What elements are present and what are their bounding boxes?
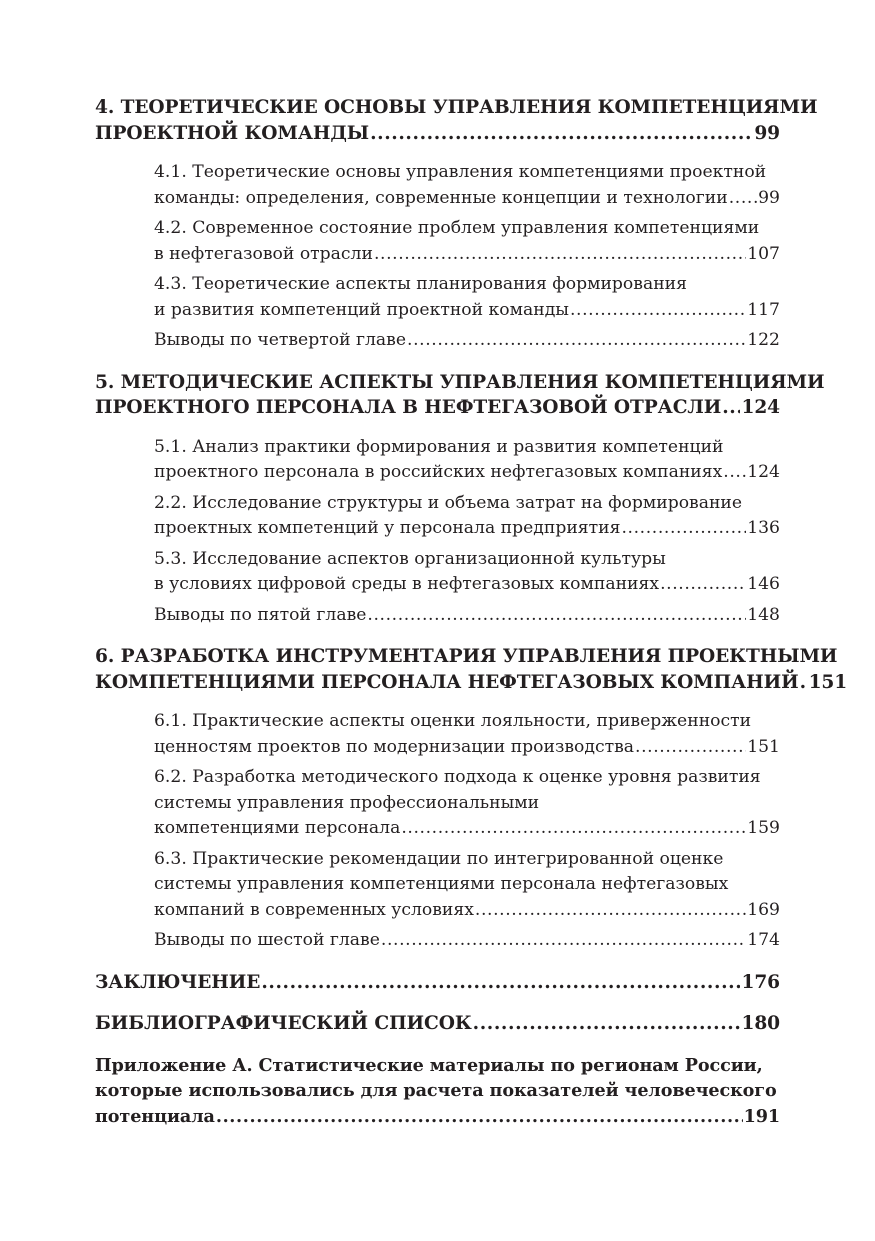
chapter-title: 6. РАЗРАБОТКА ИНСТРУМЕНТАРИЯ УПРАВЛЕНИЯ ПРОЕКТНЫМИ	[95, 646, 838, 667]
section-title: 6.2. Разработка методического подхода к оценке уровня развития	[154, 767, 761, 787]
chapter-title: 5. МЕТОДИЧЕСКИЕ АСПЕКТЫ УПРАВЛЕНИЯ КОМПЕТЕНЦИЯМИ	[95, 371, 825, 393]
toc-section-5-3[interactable]	[95, 547, 780, 598]
page-number: 159	[747, 818, 780, 838]
dot-leader	[635, 735, 746, 761]
page-number: 99	[758, 187, 780, 208]
dot-leader	[407, 328, 746, 354]
section-title: 4.2. Современное состояние проблем управления компетенциями	[154, 218, 760, 238]
toc-section-5-conclusions[interactable]	[95, 603, 780, 629]
section-title: Выводы по шестой главе	[154, 930, 380, 950]
dot-leader	[475, 898, 746, 924]
appendix-title: которые использовались для расчета показателей человеческого	[95, 1080, 777, 1101]
page-number: 117	[747, 299, 780, 320]
section-title: Выводы по пятой главе	[154, 604, 367, 625]
toc-chapter-6[interactable]	[95, 644, 848, 695]
section-title: в нефтегазовой отрасли	[154, 243, 373, 264]
section-title: команды: определения, современные концепции и технологии	[154, 187, 728, 208]
section-title: 5.3. Исследование аспектов организационной культуры	[154, 548, 666, 569]
chapter-title: 4. ТЕОРЕТИЧЕСКИЕ ОСНОВЫ УПРАВЛЕНИЯ КОМПЕТЕНЦИЯМИ	[95, 97, 818, 118]
dot-leader	[367, 603, 746, 629]
section-title: системы управления профессиональными	[154, 792, 540, 813]
dot-leader	[800, 670, 808, 696]
section-title: в условиях цифровой среды в нефтегазовых компаниях	[154, 574, 660, 594]
dot-leader	[261, 970, 740, 996]
section-title: Выводы по четвертой главе	[154, 330, 407, 350]
page-number: 180	[741, 1013, 780, 1034]
toc-chapter-4[interactable]	[95, 95, 818, 146]
page-number: 124	[741, 397, 780, 418]
toc-appendix-a[interactable]	[95, 1053, 780, 1130]
toc-bibliography[interactable]	[95, 1011, 780, 1037]
page-number: 151	[808, 671, 848, 693]
appendix-title: Приложение А. Статистические материалы по регионам России,	[95, 1054, 763, 1076]
chapter-title: ПРОЕКТНОГО ПЕРСОНАЛА В НЕФТЕГАЗОВОЙ ОТРАСЛИ	[95, 397, 722, 418]
section-title: 4.3. Теоретические аспекты планирования формирования	[154, 274, 687, 294]
dot-leader	[729, 186, 757, 212]
page-number: 176	[741, 971, 780, 993]
chapter-title: КОМПЕТЕНЦИЯМИ ПЕРСОНАЛА НЕФТЕГАЗОВЫХ КОМПАНИЙ	[95, 671, 799, 693]
appendix-title: потенциала	[95, 1105, 215, 1127]
section-title: ценностям проектов по модернизации производства	[154, 736, 635, 757]
toc-section-6-3[interactable]	[95, 847, 780, 924]
page-number: 122	[747, 330, 780, 350]
dot-leader	[473, 1011, 741, 1037]
toc-section-4-3[interactable]	[95, 272, 780, 323]
table-of-contents	[95, 95, 848, 1129]
dot-leader	[381, 928, 746, 954]
dot-leader	[401, 816, 746, 842]
toc-section-5-1[interactable]	[95, 435, 780, 486]
section-title: компетенциями персонала	[154, 818, 401, 838]
section-title: проектного персонала в российских нефтегазовых компаниях	[154, 462, 723, 482]
dot-leader	[722, 395, 740, 421]
page-number: 191	[743, 1105, 780, 1127]
toc-section-6-1[interactable]	[95, 709, 780, 760]
page-number: 99	[754, 122, 780, 144]
section-title: системы управления компетенциями персонала нефтегазовых	[154, 874, 729, 894]
page-number: 136	[747, 518, 780, 538]
dot-leader	[723, 460, 746, 486]
dot-leader	[370, 121, 753, 147]
section-title: 4.1. Теоретические основы управления компетенциями проектной	[154, 162, 767, 182]
toc-conclusion[interactable]	[95, 970, 780, 996]
toc-chapter-5[interactable]	[95, 370, 825, 421]
page-number: 174	[747, 930, 780, 950]
page-number: 148	[747, 604, 780, 625]
page-number: 124	[747, 462, 780, 482]
section-title: проектных компетенций у персонала предприятия	[154, 518, 621, 538]
page-number: 146	[747, 574, 780, 594]
section-title: 5.1. Анализ практики формирования и развития компетенций	[154, 436, 724, 457]
section-title: 2.2. Исследование структуры и объема затрат на формирование	[154, 492, 743, 513]
toc-section-4-conclusions[interactable]	[95, 328, 780, 354]
toc-section-4-2[interactable]	[95, 216, 780, 267]
page-number: 107	[747, 243, 780, 264]
dot-leader	[621, 516, 746, 542]
dot-leader	[660, 572, 746, 598]
page-number: 169	[747, 899, 780, 920]
dot-leader	[216, 1104, 743, 1130]
chapter-title: ЗАКЛЮЧЕНИЕ	[95, 971, 261, 993]
chapter-title: ПРОЕКТНОЙ КОМАНДЫ	[95, 122, 370, 144]
chapter-title: БИБЛИОГРАФИЧЕСКИЙ СПИСОК	[95, 1013, 472, 1034]
section-title: 6.3. Практические рекомендации по интегрированной оценке	[154, 848, 724, 869]
toc-section-4-1[interactable]	[95, 160, 780, 211]
toc-section-6-conclusions[interactable]	[95, 928, 780, 954]
dot-leader	[374, 242, 746, 268]
dot-leader	[570, 298, 746, 324]
section-title: 6.1. Практические аспекты оценки лояльности, приверженности	[154, 711, 752, 731]
toc-section-6-2[interactable]	[95, 765, 780, 842]
page-number: 151	[747, 736, 780, 757]
section-title: компаний в современных условиях	[154, 899, 474, 920]
section-title: и развития компетенций проектной команды	[154, 299, 569, 320]
toc-section-5-2[interactable]	[95, 491, 780, 542]
